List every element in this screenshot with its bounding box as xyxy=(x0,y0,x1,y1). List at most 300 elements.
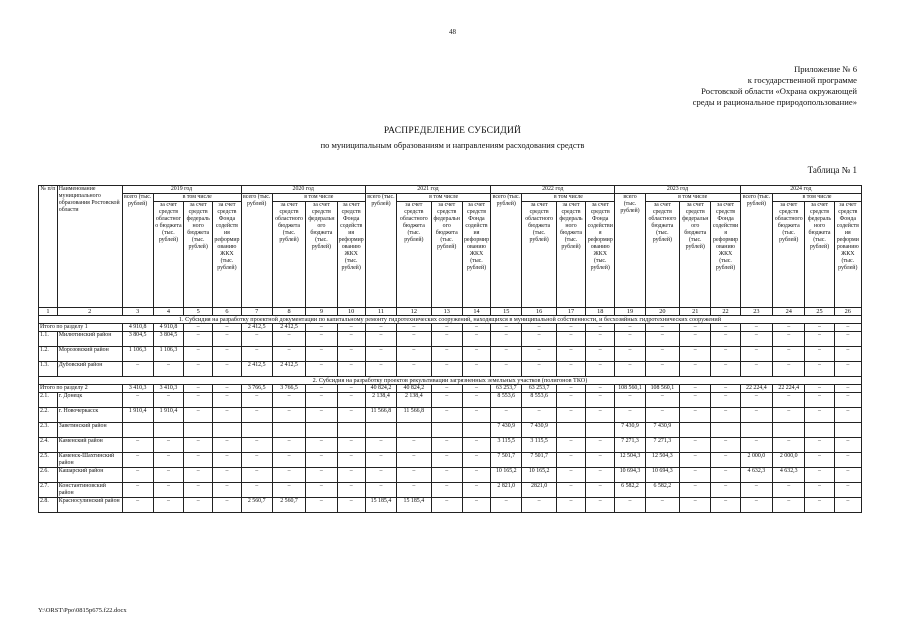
value-cell: – xyxy=(462,385,490,393)
total-label: Итого по разделу 1 xyxy=(39,324,123,332)
value-cell: – xyxy=(241,483,272,498)
value-cell: 10 694,3 xyxy=(645,468,679,483)
row-number: 2.3. xyxy=(39,423,58,438)
value-cell: 10 694,3 xyxy=(615,468,645,483)
value-cell: 1 106,3 xyxy=(153,347,183,362)
header-obl: за счет средств областного бюджета (тыс. рублей) xyxy=(153,202,183,308)
header-year: 2021 год xyxy=(365,186,490,194)
value-cell: 1 910,4 xyxy=(153,408,183,423)
value-cell: 22 224,4 xyxy=(740,385,772,393)
value-cell: 7 501,7 xyxy=(491,453,522,468)
value-cell: 3 766,5 xyxy=(272,385,305,393)
value-cell: – xyxy=(272,483,305,498)
column-number: 8 xyxy=(272,308,305,316)
table-row xyxy=(39,408,862,423)
value-cell: – xyxy=(645,393,679,408)
value-cell: – xyxy=(740,408,772,423)
value-cell: – xyxy=(337,324,365,332)
header-year: 2023 год xyxy=(615,186,740,194)
header-row-incl xyxy=(39,194,862,202)
value-cell: – xyxy=(680,332,711,347)
appendix-line: к государственной программе xyxy=(747,75,857,85)
value-cell: – xyxy=(834,468,861,483)
value-cell: – xyxy=(491,347,522,362)
value-cell: – xyxy=(740,362,772,377)
value-cell: – xyxy=(711,393,740,408)
value-cell: – xyxy=(122,498,153,513)
value-cell xyxy=(272,423,305,438)
header-incl: в том числе xyxy=(522,194,615,202)
column-number: 7 xyxy=(241,308,272,316)
value-cell: 15 185,4 xyxy=(365,498,396,513)
row-number: 2.7. xyxy=(39,483,58,498)
value-cell: – xyxy=(680,393,711,408)
value-cell: – xyxy=(645,347,679,362)
header-obl: за счет средств областного бюджета (тыс. рублей) xyxy=(645,202,679,308)
value-cell: – xyxy=(740,483,772,498)
value-cell: 108 560,1 xyxy=(645,385,679,393)
header-obl: за счет средств областного бюджета (тыс. рублей) xyxy=(397,202,431,308)
value-cell: 2 000,0 xyxy=(740,453,772,468)
value-cell: – xyxy=(153,483,183,498)
table-row xyxy=(39,453,862,468)
header-total: всего (тыс. рублей) xyxy=(491,194,522,308)
value-cell: 10 165,2 xyxy=(522,468,556,483)
value-cell: – xyxy=(491,408,522,423)
value-cell: – xyxy=(740,347,772,362)
value-cell: – xyxy=(184,385,213,393)
value-cell: 2 560,7 xyxy=(241,498,272,513)
value-cell: – xyxy=(711,324,740,332)
value-cell: – xyxy=(834,438,861,453)
value-cell: – xyxy=(615,498,645,513)
value-cell: – xyxy=(462,453,490,468)
header-fed: за счет средств федерального бюджета (тыс. рублей) xyxy=(556,202,585,308)
column-number: 14 xyxy=(462,308,490,316)
value-cell: – xyxy=(586,408,615,423)
value-cell: – xyxy=(431,408,462,423)
column-number: 24 xyxy=(773,308,805,316)
value-cell: – xyxy=(397,453,431,468)
value-cell: – xyxy=(805,498,834,513)
value-cell: – xyxy=(586,468,615,483)
header-fond: за счет средств Фонда содействия реформированию ЖКХ (тыс. рублей) xyxy=(337,202,365,308)
value-cell: – xyxy=(337,498,365,513)
value-cell: – xyxy=(272,393,305,408)
value-cell: – xyxy=(773,438,805,453)
value-cell: – xyxy=(431,438,462,453)
value-cell: – xyxy=(556,385,585,393)
value-cell: – xyxy=(241,393,272,408)
value-cell: – xyxy=(213,393,241,408)
value-cell: 11 566,8 xyxy=(365,408,396,423)
value-cell: – xyxy=(740,438,772,453)
appendix-line: Приложение № 6 xyxy=(794,64,857,74)
value-cell: – xyxy=(337,453,365,468)
section-title-row xyxy=(39,377,862,385)
value-cell: 10 165,2 xyxy=(491,468,522,483)
header-total: всего (тыс. рублей) xyxy=(740,194,772,308)
document-title: РАСПРЕДЕЛЕНИЕ СУБСИДИЙ xyxy=(383,126,522,136)
value-cell: – xyxy=(462,332,490,347)
header-incl: в том числе xyxy=(645,194,740,202)
value-cell: 4 632,3 xyxy=(740,468,772,483)
value-cell: – xyxy=(711,408,740,423)
value-cell: 7 430,9 xyxy=(615,423,645,438)
value-cell: 12 504,3 xyxy=(645,453,679,468)
value-cell: 40 824,2 xyxy=(397,385,431,393)
value-cell: 2 560,7 xyxy=(272,498,305,513)
municipality-name: Дубовский район xyxy=(57,362,122,377)
column-number: 16 xyxy=(522,308,556,316)
value-cell: – xyxy=(680,438,711,453)
value-cell: – xyxy=(337,393,365,408)
value-cell: 2 821,0 xyxy=(491,483,522,498)
value-cell: – xyxy=(740,324,772,332)
value-cell: – xyxy=(711,347,740,362)
value-cell: – xyxy=(337,483,365,498)
header-incl: в том числе xyxy=(272,194,365,202)
value-cell: – xyxy=(491,332,522,347)
value-cell: – xyxy=(213,362,241,377)
table-row xyxy=(39,483,862,498)
value-cell xyxy=(586,423,615,438)
value-cell: – xyxy=(491,498,522,513)
header-row-years xyxy=(39,186,862,194)
value-cell: – xyxy=(184,483,213,498)
value-cell xyxy=(834,423,861,438)
value-cell: – xyxy=(556,362,585,377)
value-cell: – xyxy=(213,468,241,483)
value-cell xyxy=(122,423,153,438)
value-cell: – xyxy=(586,385,615,393)
value-cell: – xyxy=(365,347,396,362)
value-cell: – xyxy=(431,453,462,468)
appendix-line: среды и рациональное природопользование» xyxy=(692,97,857,107)
value-cell: – xyxy=(306,468,337,483)
value-cell: 1 910,4 xyxy=(122,408,153,423)
header-fed: за счет средств федерального бюджета (тыс. рублей) xyxy=(431,202,462,308)
value-cell xyxy=(431,423,462,438)
value-cell: – xyxy=(711,385,740,393)
municipality-name: г. Донецк xyxy=(57,393,122,408)
table-row xyxy=(39,324,862,332)
value-cell: – xyxy=(522,347,556,362)
value-cell: – xyxy=(241,453,272,468)
value-cell: – xyxy=(184,362,213,377)
table-row xyxy=(39,362,862,377)
value-cell: – xyxy=(680,362,711,377)
value-cell: – xyxy=(337,332,365,347)
value-cell: – xyxy=(431,498,462,513)
value-cell: – xyxy=(645,362,679,377)
value-cell: – xyxy=(556,332,585,347)
value-cell: – xyxy=(365,332,396,347)
value-cell: 3 766,5 xyxy=(241,385,272,393)
value-cell: – xyxy=(365,362,396,377)
table-row xyxy=(39,468,862,483)
value-cell: – xyxy=(805,438,834,453)
value-cell: – xyxy=(586,332,615,347)
value-cell: – xyxy=(306,362,337,377)
value-cell: – xyxy=(805,385,834,393)
value-cell: – xyxy=(397,324,431,332)
value-cell: – xyxy=(773,498,805,513)
municipality-name: Заветинский район xyxy=(57,423,122,438)
header-obl: за счет средств областного бюджета (тыс. рублей) xyxy=(272,202,305,308)
header-year: 2019 год xyxy=(122,186,241,194)
value-cell: 2 412,5 xyxy=(272,324,305,332)
value-cell: 15 185,4 xyxy=(397,498,431,513)
header-year: 2022 год xyxy=(491,186,615,194)
header-fond: за счет средств Фонда содействия реформированию ЖКХ (тыс. рублей) xyxy=(834,202,861,308)
value-cell: 3 410,3 xyxy=(153,385,183,393)
municipality-name: Красносулинский район xyxy=(57,498,122,513)
value-cell: – xyxy=(586,393,615,408)
value-cell: 108 560,1 xyxy=(615,385,645,393)
value-cell: – xyxy=(397,347,431,362)
value-cell: – xyxy=(213,408,241,423)
column-number: 9 xyxy=(306,308,337,316)
municipality-name: Каменск-Шахтинский район xyxy=(57,453,122,468)
municipality-name: Морозовский район xyxy=(57,347,122,362)
value-cell: – xyxy=(773,408,805,423)
value-cell: 40 824,2 xyxy=(365,385,396,393)
value-cell: – xyxy=(184,332,213,347)
value-cell: – xyxy=(556,393,585,408)
column-number: 10 xyxy=(337,308,365,316)
value-cell: – xyxy=(153,362,183,377)
value-cell: – xyxy=(680,408,711,423)
value-cell: – xyxy=(431,385,462,393)
value-cell: – xyxy=(122,362,153,377)
value-cell: – xyxy=(522,324,556,332)
value-cell: – xyxy=(711,453,740,468)
column-number: 12 xyxy=(397,308,431,316)
value-cell: – xyxy=(586,362,615,377)
section-title-row xyxy=(39,316,862,324)
value-cell: – xyxy=(680,468,711,483)
value-cell: – xyxy=(680,498,711,513)
value-cell: – xyxy=(122,393,153,408)
header-incl: в том числе xyxy=(153,194,241,202)
value-cell xyxy=(805,423,834,438)
value-cell: – xyxy=(711,438,740,453)
value-cell: – xyxy=(213,453,241,468)
value-cell: 1 106,3 xyxy=(122,347,153,362)
value-cell: – xyxy=(184,498,213,513)
value-cell: – xyxy=(213,385,241,393)
row-number: 2.1. xyxy=(39,393,58,408)
value-cell: – xyxy=(556,498,585,513)
value-cell: – xyxy=(365,468,396,483)
value-cell: – xyxy=(153,438,183,453)
value-cell: – xyxy=(122,483,153,498)
row-number: 1.2. xyxy=(39,347,58,362)
value-cell: 63 253,7 xyxy=(491,385,522,393)
value-cell xyxy=(740,423,772,438)
row-number: 1.3. xyxy=(39,362,58,377)
value-cell: 2 412,5 xyxy=(241,362,272,377)
table-row xyxy=(39,332,862,347)
value-cell: – xyxy=(834,393,861,408)
header-incl: в том числе xyxy=(397,194,491,202)
value-cell: – xyxy=(711,498,740,513)
value-cell: – xyxy=(431,393,462,408)
column-number: 11 xyxy=(365,308,396,316)
value-cell: 7 271,3 xyxy=(645,438,679,453)
column-number: 21 xyxy=(680,308,711,316)
header-fond: за счет средств Фонда содействия реформированию ЖКХ (тыс. рублей) xyxy=(711,202,740,308)
value-cell: – xyxy=(556,468,585,483)
column-number: 13 xyxy=(431,308,462,316)
value-cell: – xyxy=(397,438,431,453)
value-cell: – xyxy=(711,468,740,483)
value-cell: – xyxy=(645,332,679,347)
value-cell: – xyxy=(586,347,615,362)
value-cell: – xyxy=(834,347,861,362)
municipality-name: Константиновский район xyxy=(57,483,122,498)
value-cell: 4 632,3 xyxy=(773,468,805,483)
value-cell: – xyxy=(586,483,615,498)
value-cell: 2 138,4 xyxy=(365,393,396,408)
table-row xyxy=(39,393,862,408)
value-cell: – xyxy=(153,453,183,468)
table-row xyxy=(39,438,862,453)
value-cell: – xyxy=(241,408,272,423)
value-cell: 8 553,6 xyxy=(491,393,522,408)
column-number: 20 xyxy=(645,308,679,316)
table-row xyxy=(39,347,862,362)
value-cell: – xyxy=(680,347,711,362)
value-cell: – xyxy=(711,362,740,377)
column-number: 19 xyxy=(615,308,645,316)
value-cell xyxy=(241,423,272,438)
municipality-name: Милютинский район xyxy=(57,332,122,347)
value-cell: – xyxy=(272,468,305,483)
value-cell: – xyxy=(491,362,522,377)
header-fed: за счет средств федерального бюджета (тыс. рублей) xyxy=(184,202,213,308)
row-number: 2.2. xyxy=(39,408,58,423)
value-cell: – xyxy=(773,347,805,362)
value-cell: – xyxy=(306,453,337,468)
header-num: № п/п xyxy=(39,186,58,308)
value-cell: – xyxy=(306,324,337,332)
value-cell: 11 566,8 xyxy=(397,408,431,423)
value-cell: – xyxy=(431,332,462,347)
municipality-name: Каменский район xyxy=(57,438,122,453)
value-cell: – xyxy=(645,498,679,513)
document-subtitle: по муниципальным образованиям и направлениям расходования средств xyxy=(320,140,585,150)
value-cell: 7 430,9 xyxy=(645,423,679,438)
value-cell: – xyxy=(556,483,585,498)
value-cell: – xyxy=(773,393,805,408)
value-cell: – xyxy=(337,347,365,362)
value-cell: 6 582,2 xyxy=(615,483,645,498)
value-cell: – xyxy=(805,393,834,408)
value-cell: – xyxy=(153,498,183,513)
value-cell: – xyxy=(184,324,213,332)
value-cell: – xyxy=(153,468,183,483)
header-fond: за счет средств Фонда содействия реформированию ЖКХ (тыс. рублей) xyxy=(213,202,241,308)
value-cell: – xyxy=(711,332,740,347)
header-total: всего (тыс. рублей) xyxy=(241,194,272,308)
value-cell: 3 804,5 xyxy=(153,332,183,347)
value-cell: – xyxy=(184,453,213,468)
value-cell xyxy=(306,423,337,438)
header-obl: за счет средств областного бюджета (тыс. рублей) xyxy=(773,202,805,308)
value-cell: – xyxy=(431,362,462,377)
value-cell xyxy=(184,423,213,438)
value-cell: – xyxy=(462,324,490,332)
row-number: 2.5. xyxy=(39,453,58,468)
value-cell xyxy=(153,423,183,438)
header-fed: за счет средств федерального бюджета (тыс. рублей) xyxy=(805,202,834,308)
header-fond: за счет средств Фонда содействия реформированию ЖКХ (тыс. рублей) xyxy=(586,202,615,308)
value-cell xyxy=(680,423,711,438)
value-cell: – xyxy=(462,347,490,362)
value-cell: – xyxy=(556,438,585,453)
value-cell: – xyxy=(462,393,490,408)
value-cell: – xyxy=(556,453,585,468)
value-cell: – xyxy=(184,468,213,483)
value-cell xyxy=(711,423,740,438)
value-cell: – xyxy=(773,483,805,498)
appendix-line: Ростовской области «Охрана окружающей xyxy=(701,86,857,96)
value-cell: – xyxy=(740,498,772,513)
value-cell: – xyxy=(740,332,772,347)
value-cell: – xyxy=(834,408,861,423)
value-cell: – xyxy=(122,453,153,468)
column-number: 2 xyxy=(57,308,122,316)
value-cell xyxy=(213,423,241,438)
value-cell: – xyxy=(213,324,241,332)
value-cell: – xyxy=(834,332,861,347)
value-cell: – xyxy=(213,347,241,362)
value-cell: – xyxy=(615,332,645,347)
value-cell: – xyxy=(805,483,834,498)
value-cell: – xyxy=(122,468,153,483)
value-cell: – xyxy=(337,468,365,483)
value-cell: – xyxy=(306,498,337,513)
column-number: 22 xyxy=(711,308,740,316)
total-label: Итого по разделу 2 xyxy=(39,385,123,393)
value-cell: – xyxy=(834,498,861,513)
value-cell: – xyxy=(462,362,490,377)
value-cell: – xyxy=(306,408,337,423)
value-cell xyxy=(365,423,396,438)
value-cell xyxy=(773,423,805,438)
value-cell: – xyxy=(773,324,805,332)
column-number: 26 xyxy=(834,308,861,316)
header-fed: за счет средств федерального бюджета (тыс. рублей) xyxy=(680,202,711,308)
value-cell: – xyxy=(834,324,861,332)
value-cell: – xyxy=(241,332,272,347)
table-row xyxy=(39,385,862,393)
table-row xyxy=(39,498,862,513)
header-incl: в том числе xyxy=(773,194,862,202)
value-cell: – xyxy=(462,498,490,513)
value-cell: 7 271,3 xyxy=(615,438,645,453)
row-number: 2.4. xyxy=(39,438,58,453)
table-row xyxy=(39,423,862,438)
value-cell: – xyxy=(337,408,365,423)
value-cell: 2 412,5 xyxy=(241,324,272,332)
value-cell: – xyxy=(805,347,834,362)
value-cell: – xyxy=(834,483,861,498)
value-cell: – xyxy=(615,324,645,332)
value-cell: – xyxy=(306,385,337,393)
